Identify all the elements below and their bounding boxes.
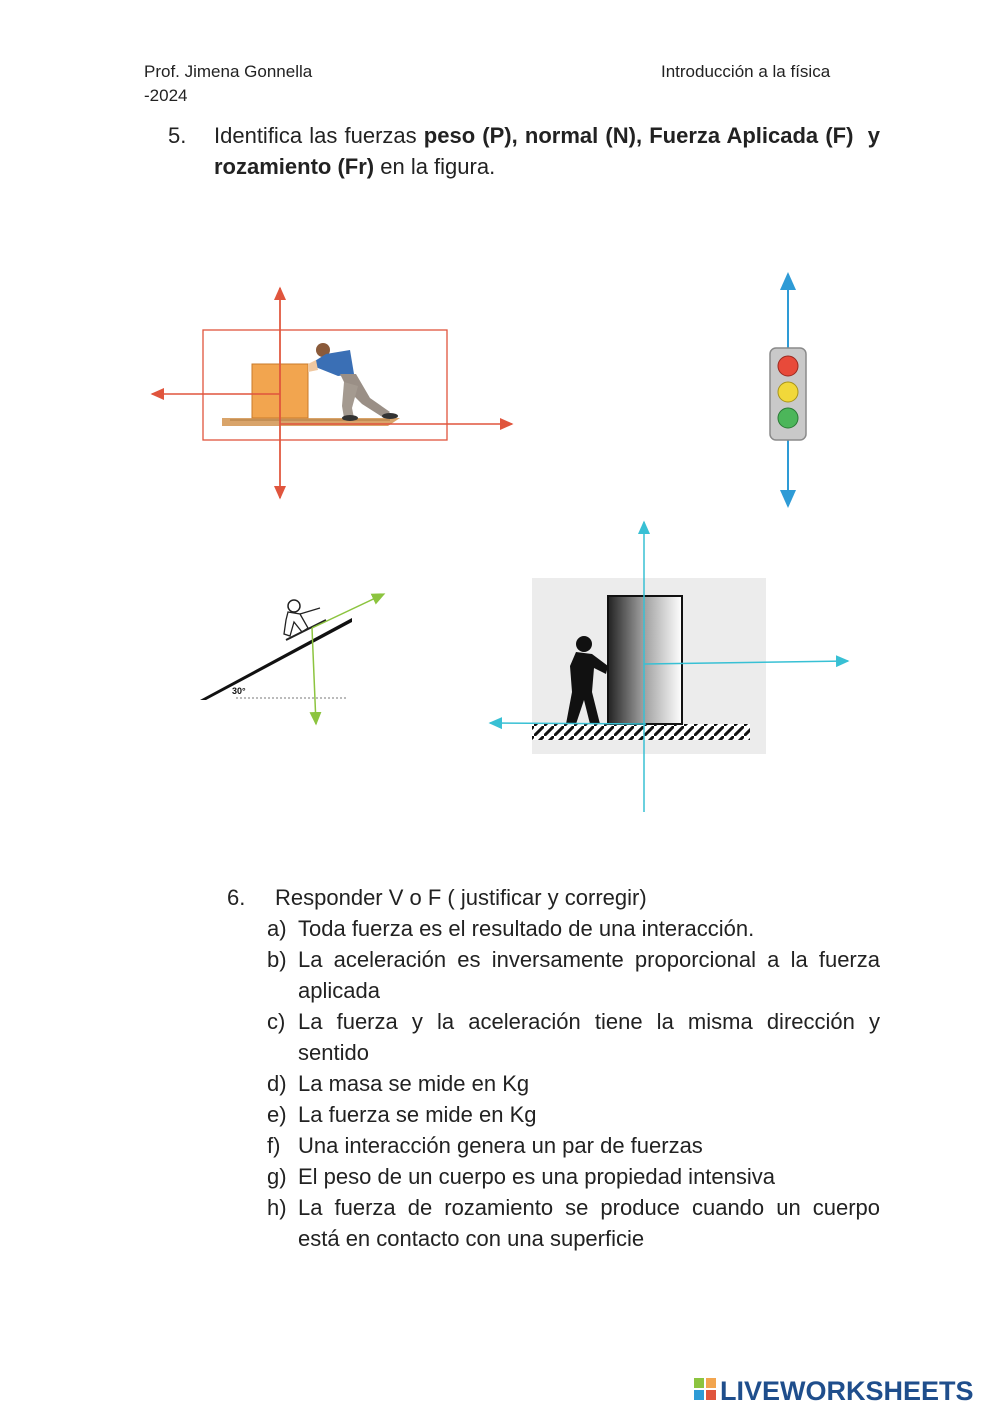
item-letter: a) <box>267 916 287 941</box>
arrow-down-weight <box>312 628 316 724</box>
question-6-number: 6. <box>227 885 246 910</box>
item-text: La fuerza y la aceleración tiene la misma dirección y sentido <box>298 1009 880 1065</box>
question-5 <box>168 120 880 182</box>
figure-traffic-light <box>756 268 822 512</box>
question-6-title-text: Responder V o F ( justificar y corregir) <box>275 885 647 910</box>
course-title: Introducción a la física <box>661 62 831 81</box>
item-text: La aceleración es inversamente proporcional a la fuerza aplicada <box>298 947 880 1003</box>
q5-bold-friction: y rozamiento (Fr) <box>214 123 880 179</box>
list-item <box>267 1099 880 1130</box>
item-letter: f) <box>267 1133 281 1158</box>
list-item <box>267 1130 880 1161</box>
figure-skier-incline <box>196 588 396 732</box>
item-letter: d) <box>267 1071 287 1096</box>
item-text: La fuerza se mide en Kg <box>298 1102 537 1127</box>
q5-suffix: en la figura. <box>374 154 496 179</box>
item-text: Una interacción genera un par de fuerzas <box>298 1133 703 1158</box>
year: -2024 <box>144 86 188 105</box>
item-letter: g) <box>267 1164 287 1189</box>
logo-grid-icon <box>694 1378 716 1400</box>
item-letter: b) <box>267 947 287 972</box>
ground <box>532 724 750 740</box>
box <box>608 596 682 724</box>
list-item <box>267 1006 880 1068</box>
figure-person-pushing-box <box>484 516 854 816</box>
slope <box>200 618 352 700</box>
item-text: La fuerza de rozamiento se produce cuando un cuerpo está en contacto con una superficie <box>298 1195 880 1251</box>
man-figure <box>308 343 398 421</box>
floor <box>222 418 400 426</box>
angle-label: 30° <box>232 686 246 696</box>
arrow-left-friction <box>490 723 646 724</box>
q5-prefix: Identifica las fuerzas <box>214 123 424 148</box>
question-6 <box>227 882 880 1254</box>
liveworksheets-logo <box>692 1372 992 1408</box>
item-letter: h) <box>267 1195 287 1220</box>
list-item <box>267 1068 880 1099</box>
logo-text: LIVEWORKSHEETS <box>720 1376 974 1406</box>
item-letter: e) <box>267 1102 287 1127</box>
item-text: El peso de un cuerpo es una propiedad intensiva <box>298 1164 776 1189</box>
q5-middle <box>853 123 867 148</box>
author-name: Prof. Jimena Gonnella <box>144 62 313 81</box>
item-text: Toda fuerza es el resultado de una interacción. <box>298 916 755 941</box>
item-letter: c) <box>267 1009 286 1034</box>
skier <box>284 600 326 640</box>
true-false-list <box>227 913 880 1254</box>
question-5-text <box>214 120 880 182</box>
question-6-title <box>227 882 880 913</box>
item-text: La masa se mide en Kg <box>298 1071 530 1096</box>
figure-man-pushing-box <box>140 278 530 506</box>
question-5-number: 5. <box>168 123 187 148</box>
q5-bold-forces: peso (P), normal (N), Fuerza Aplicada (F) <box>423 123 854 148</box>
list-item <box>267 913 880 944</box>
list-item <box>267 1192 880 1254</box>
list-item <box>267 944 880 1006</box>
list-item <box>267 1161 880 1192</box>
